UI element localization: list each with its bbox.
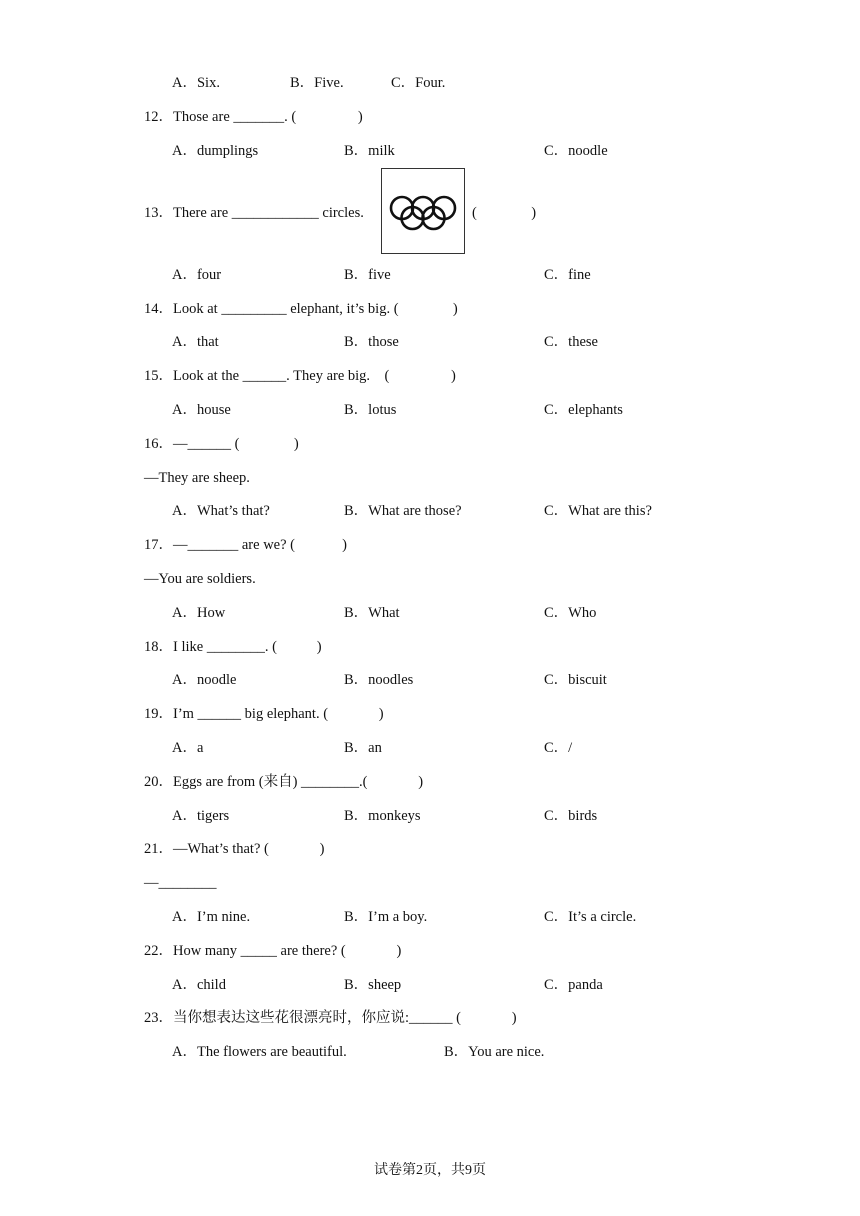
q18-option-c[interactable]: C．biscuit bbox=[544, 672, 607, 688]
q13-answer-paren: ( ) bbox=[472, 205, 537, 221]
q15-stem: 15．Look at the ______. They are big. ( ) bbox=[144, 368, 456, 384]
q22-option-b[interactable]: B．sheep bbox=[344, 977, 402, 993]
q19-stem: 19．I’m ______ big elephant. ( ) bbox=[144, 706, 384, 722]
q14-option-c[interactable]: C．these bbox=[544, 334, 598, 350]
q21-stem: 21．—What’s that? ( ) bbox=[144, 841, 325, 857]
q18-option-b[interactable]: B．noodles bbox=[344, 672, 414, 688]
q16-answer-line: —They are sheep. bbox=[144, 470, 250, 486]
q12-option-a[interactable]: A．dumplings bbox=[172, 143, 259, 159]
q17-option-a[interactable]: A．How bbox=[172, 605, 226, 621]
q22-stem: 22．How many _____ are there? ( ) bbox=[144, 943, 402, 959]
q13-option-b[interactable]: B．five bbox=[344, 267, 391, 283]
page-footer: 试卷第2页，共9页 bbox=[374, 1163, 486, 1178]
q20-option-b[interactable]: B．monkeys bbox=[344, 808, 421, 824]
q15-option-a[interactable]: A．house bbox=[172, 402, 231, 418]
q23-option-b[interactable]: B．You are nice. bbox=[444, 1044, 545, 1060]
q23-option-a[interactable]: A．The flowers are beautiful. bbox=[172, 1044, 347, 1060]
q20-option-c[interactable]: C．birds bbox=[544, 808, 598, 824]
q12-option-b[interactable]: B．milk bbox=[344, 143, 395, 159]
q21-option-b[interactable]: B．I’m a boy. bbox=[344, 909, 428, 925]
q22-option-a[interactable]: A．child bbox=[172, 977, 226, 993]
q20-stem: 20．Eggs are from (来自) ________.( ) bbox=[144, 774, 424, 790]
q11-option-b[interactable]: B．Five. bbox=[290, 75, 344, 91]
q11-option-a[interactable]: A．Six. bbox=[172, 75, 220, 91]
q19-option-b[interactable]: B．an bbox=[344, 740, 382, 756]
q13-option-a[interactable]: A．four bbox=[172, 267, 222, 283]
q22-option-c[interactable]: C．panda bbox=[544, 977, 603, 993]
q19-option-a[interactable]: A．a bbox=[172, 740, 204, 756]
q14-option-b[interactable]: B．those bbox=[344, 334, 399, 350]
q21-option-a[interactable]: A．I’m nine. bbox=[172, 909, 251, 925]
olympic-rings-icon bbox=[382, 169, 466, 255]
q17-option-b[interactable]: B．What bbox=[344, 605, 400, 621]
q14-stem: 14．Look at _________ elephant, it’s big. ( ) bbox=[144, 301, 458, 317]
q16-option-c[interactable]: C．What are this? bbox=[544, 503, 652, 519]
q17-stem: 17．—_______ are we? ( ) bbox=[144, 537, 347, 553]
q16-option-b[interactable]: B．What are those? bbox=[344, 503, 462, 519]
q17-answer-line: —You are soldiers. bbox=[144, 571, 256, 587]
q15-option-b[interactable]: B．lotus bbox=[344, 402, 397, 418]
q23-stem: 23．当你想表达这些花很漂亮时，你应说:______ ( ) bbox=[144, 1010, 517, 1026]
q14-option-a[interactable]: A．that bbox=[172, 334, 219, 350]
q12-option-c[interactable]: C．noodle bbox=[544, 143, 608, 159]
q21-option-c[interactable]: C．It’s a circle. bbox=[544, 909, 637, 925]
q18-option-a[interactable]: A．noodle bbox=[172, 672, 237, 688]
q13-stem: 13．There are ____________ circles. bbox=[144, 205, 364, 221]
q13-option-c[interactable]: C．fine bbox=[544, 267, 591, 283]
q11-option-c[interactable]: C．Four. bbox=[391, 75, 446, 91]
q15-option-c[interactable]: C．elephants bbox=[544, 402, 623, 418]
q21-answer-line: —________ bbox=[144, 875, 217, 891]
q18-stem: 18．I like ________. ( ) bbox=[144, 639, 322, 655]
q12-stem: 12．Those are _______. ( ) bbox=[144, 109, 363, 125]
q16-option-a[interactable]: A．What’s that? bbox=[172, 503, 270, 519]
q16-stem: 16．—______ ( ) bbox=[144, 436, 299, 452]
q17-option-c[interactable]: C．Who bbox=[544, 605, 597, 621]
q20-option-a[interactable]: A．tigers bbox=[172, 808, 230, 824]
q19-option-c[interactable]: C．/ bbox=[544, 740, 573, 756]
q13-image bbox=[381, 168, 465, 254]
